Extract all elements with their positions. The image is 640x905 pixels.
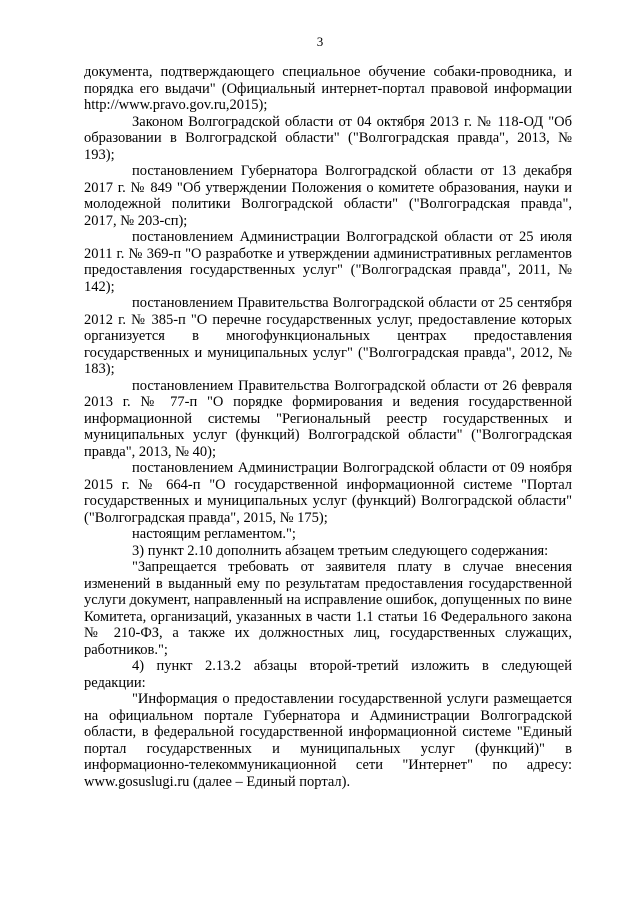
paragraph-item-3: 3) пункт 2.10 дополнить абзацем третьим следующего содержания: [132, 542, 549, 559]
paragraph-continuation-guide-dog: документа, подтверждающего специальное обучение собаки-проводника, и порядка его выдачи" (Официальный интернет-портал правовой информации http://www.pravo.gov.ru,2015); [84, 64, 572, 113]
paragraph-law-education: Законом Волгоградской области от 04 октября 2013 г. № 118-ОД "Об образовании в Волгоградской области" ("Волгоградская правда", 2013, № 193); [84, 113, 572, 163]
paragraph-administration-decree-369: постановлением Администрации Волгоградской области от 25 июля 2011 г. № 369-п "О разработке и утверждении административных регламентов предоставления государственных услуг" ("Волгоградская правда", 2011, № 142); [84, 229, 572, 295]
page-number: 3 [316, 34, 324, 49]
paragraph-service-information: "Информация о предоставлении государственной услуги размещается на официальном портале Губернатора и Администрации Волгоградской области, в федеральной государственной информационной системе "Единый портал государственных и муниципальных услуг (функций)" в информационно-телекоммуникационной сети "Интернет" по адресу: www.gosuslugi.ru (далее – Единый портал). [84, 691, 572, 790]
paragraph-fee-prohibition: "Запрещается требовать от заявителя плату в случае внесения изменений в выданный ему по результатам предоставления государственной услуги документ, направленный на исправление ошибок, допущенных по вине Комитета, организаций, указанных в части 1.1 статьи 16 Федерального закона № 210-ФЗ, а также их должностных лиц, государственных служащих, работников."; [84, 559, 572, 658]
paragraph-administration-decree-664: постановлением Администрации Волгоградской области от 09 ноября 2015 г. № 664-п "О государственной информационной системе "Портал государственных и муниципальных услуг (функций) Волгоградской области" ("Волгоградская правда", 2015, № 175); [84, 460, 572, 526]
paragraph-government-decree-77: постановлением Правительства Волгоградской области от 26 февраля 2013 г. № 77-п "О порядке формирования и ведения государственной информационной системы "Региональный реестр государственных и муниципальных услуг (функций) Волгоградской области" ("Волгоградская правда", 2013, № 40); [84, 377, 572, 460]
paragraph-item-4: 4) пункт 2.13.2 абзацы второй-третий изложить в следующей редакции: [84, 658, 572, 691]
paragraph-governor-decree: постановлением Губернатора Волгоградской области от 13 декабря 2017 г. № 849 "Об утверждении Положения о комитете образования, науки и молодежной политики Волгоградской области" ("Волгоградская правда", 2017, № 203-сп); [84, 163, 572, 229]
paragraph-government-decree-385: постановлением Правительства Волгоградской области от 25 сентября 2012 г. № 385-п "О перечне государственных услуг, предоставление которых организуется в многофункциональных центрах предоставления государственных и муниципальных услуг" ("Волгоградская правда", 2012, № 183); [84, 295, 572, 377]
paragraph-this-regulation: настоящим регламентом."; [132, 526, 296, 542]
document-body [84, 64, 572, 790]
